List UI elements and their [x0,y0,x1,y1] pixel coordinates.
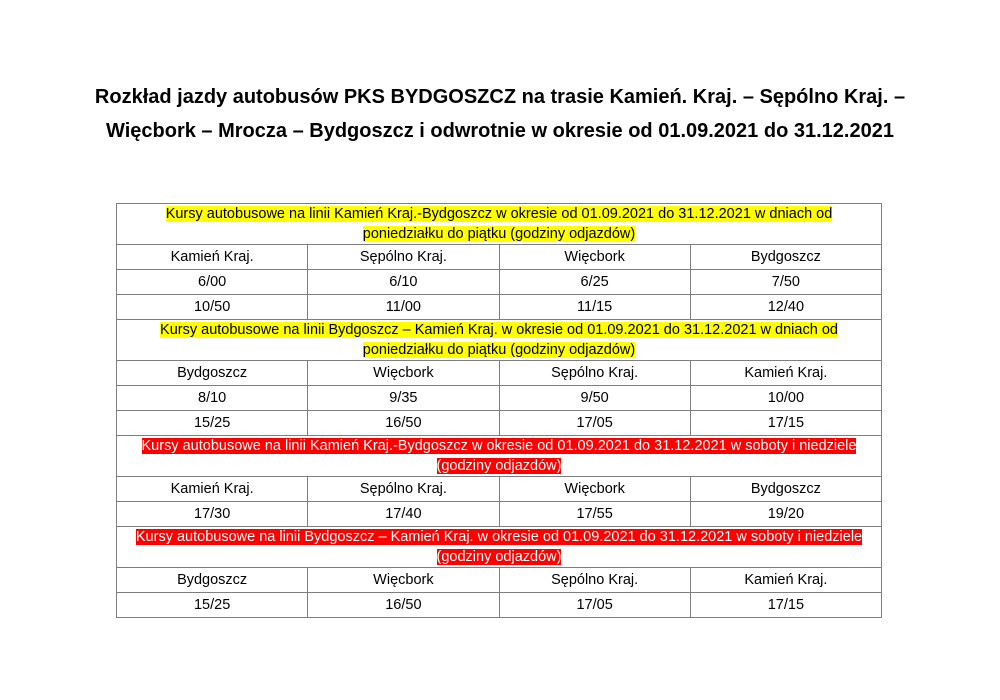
departure-time: 11/00 [308,295,499,320]
column-header: Więcbork [499,477,690,502]
section-header-row [117,527,882,568]
departure-time: 17/55 [499,502,690,527]
column-header: Bydgoszcz [117,361,308,386]
table-row [117,270,882,295]
column-header: Sępólno Kraj. [308,245,499,270]
section-header [117,527,882,568]
departure-time: 9/35 [308,386,499,411]
column-header: Sępólno Kraj. [308,477,499,502]
column-header: Kamień Kraj. [690,361,881,386]
departure-time: 17/15 [690,411,881,436]
section-header-line-2: (godziny odjazdów) [436,458,562,474]
section-header [117,320,882,361]
departure-time: 6/10 [308,270,499,295]
column-header: Sępólno Kraj. [499,568,690,593]
departure-time: 19/20 [690,502,881,527]
column-header: Bydgoszcz [690,245,881,270]
table-row [117,295,882,320]
column-header: Więcbork [499,245,690,270]
section-header-row [117,320,882,361]
departure-time: 12/40 [690,295,881,320]
section-header-line-1: Kursy autobusowe na linii Bydgoszcz – Kamień Kraj. w okresie od 01.09.2021 do 31.12.2021 w dniach od [160,322,838,338]
column-header: Sępólno Kraj. [499,361,690,386]
column-header: Kamień Kraj. [690,568,881,593]
page-title [60,80,940,148]
column-header-row [117,245,882,270]
section-header-row [117,436,882,477]
timetable [116,203,882,618]
column-header-row [117,477,882,502]
section-header-line-2: poniedziałku do piątku (godziny odjazdów) [362,226,636,242]
column-header: Bydgoszcz [117,568,308,593]
section-header-line-1: Kursy autobusowe na linii Kamień Kraj.-Bydgoszcz w okresie od 01.09.2021 do 31.12.2021 w dniach od [165,206,833,222]
column-header: Więcbork [308,361,499,386]
section-header-line-1: Kursy autobusowe na linii Kamień Kraj.-Bydgoszcz w okresie od 01.09.2021 do 31.12.2021 w soboty i niedziele [141,438,857,454]
departure-time: 6/00 [117,270,308,295]
departure-time: 8/10 [117,386,308,411]
departure-time: 10/00 [690,386,881,411]
section-header-line-1: Kursy autobusowe na linii Bydgoszcz – Kamień Kraj. w okresie od 01.09.2021 do 31.12.2021 w soboty i niedziele [135,529,863,545]
departure-time: 15/25 [117,593,308,618]
section-header-row [117,204,882,245]
departure-time: 17/05 [499,593,690,618]
table-row [117,593,882,618]
departure-time: 10/50 [117,295,308,320]
column-header: Więcbork [308,568,499,593]
section-header-line-2: (godziny odjazdów) [436,549,562,565]
column-header: Bydgoszcz [690,477,881,502]
departure-time: 17/30 [117,502,308,527]
table-row [117,386,882,411]
departure-time: 15/25 [117,411,308,436]
departure-time: 6/25 [499,270,690,295]
page-title-line-1: Rozkład jazdy autobusów PKS BYDGOSZCZ na trasie Kamień. Kraj. – Sępólno Kraj. – [94,86,906,108]
departure-time: 16/50 [308,411,499,436]
table-row [117,502,882,527]
departure-time: 16/50 [308,593,499,618]
departure-time: 17/05 [499,411,690,436]
column-header: Kamień Kraj. [117,245,308,270]
departure-time: 17/40 [308,502,499,527]
section-header [117,204,882,245]
table-row [117,411,882,436]
page-title-line-2: Więcbork – Mrocza – Bydgoszcz i odwrotnie w okresie od 01.09.2021 do 31.12.2021 [106,120,894,142]
departure-time: 11/15 [499,295,690,320]
departure-time: 7/50 [690,270,881,295]
column-header-row [117,361,882,386]
section-header [117,436,882,477]
departure-time: 9/50 [499,386,690,411]
column-header: Kamień Kraj. [117,477,308,502]
departure-time: 17/15 [690,593,881,618]
section-header-line-2: poniedziałku do piątku (godziny odjazdów) [362,342,636,358]
column-header-row [117,568,882,593]
